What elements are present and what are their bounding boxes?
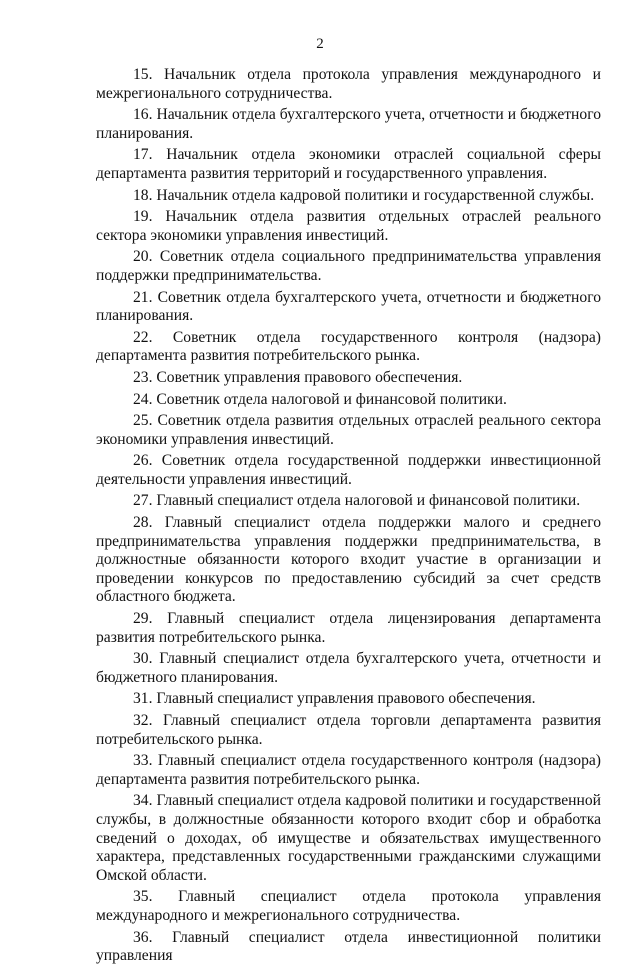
list-item: 29. Главный специалист отдела лицензирования департамента развития потребительского рынка.: [96, 610, 601, 646]
list-item: 26. Советник отдела государственной поддержки инвестиционной деятельности управления инвестиций.: [96, 452, 601, 488]
list-item: 23. Советник управления правового обеспечения.: [133, 368, 463, 386]
list-item: 32. Главный специалист отдела торговли департамента развития потребительского рынка.: [96, 712, 601, 748]
list-item: 31. Главный специалист управления правового обеспечения.: [133, 690, 536, 708]
list-item: 36. Главный специалист отдела инвестиционной политики управления: [96, 928, 601, 965]
list-item: 18. Начальник отдела кадровой политики и государственной службы.: [133, 186, 595, 204]
list-item: 25. Советник отдела развития отдельных отраслей реального сектора экономики управления инвестиций.: [96, 412, 601, 448]
list-item: 34. Главный специалист отдела кадровой политики и государственной службы, в должностные обязанности которого входит сбор и обработка сведений о доходах, об имуществе и обязательствах имущественного характера, представленных государственными гражданскими служащими Омской области.: [96, 792, 601, 884]
list-item: 27. Главный специалист отдела налоговой и финансовой политики.: [133, 492, 581, 510]
list-item: 20. Советник отдела социального предпринимательства управления поддержки предпринимательства.: [96, 248, 601, 284]
list-item: 28. Главный специалист отдела поддержки малого и среднего предпринимательства управления поддержки предпринимательства, в должностные обязанности которого входит участие в организации и проведении конкурсов по предоставлению субсидий за счет средств областного бюджета.: [96, 514, 601, 606]
list-item: 17. Начальник отдела экономики отраслей социальной сферы департамента развития территорий и государственного управления.: [96, 146, 601, 182]
list-item: 16. Начальник отдела бухгалтерского учета, отчетности и бюджетного планирования.: [96, 106, 601, 142]
list-item: 24. Советник отдела налоговой и финансовой политики.: [133, 390, 507, 408]
page-number: 2: [316, 36, 324, 52]
document-body: [96, 66, 601, 966]
list-item: 35. Главный специалист отдела протокола управления международного и межрегионального сотрудничества.: [96, 888, 601, 924]
list-item: 22. Советник отдела государственного контроля (надзора) департамента развития потребительского рынка.: [96, 328, 601, 365]
list-item: 19. Начальник отдела развития отдельных отраслей реального сектора экономики управления инвестиций.: [96, 208, 601, 244]
list-item: 33. Главный специалист отдела государственного контроля (надзора) департамента развития потребительского рынка.: [96, 752, 601, 788]
list-item: 15. Начальник отдела протокола управления международного и межрегионального сотрудничества.: [96, 66, 601, 102]
list-item: 21. Советник отдела бухгалтерского учета, отчетности и бюджетного планирования.: [96, 288, 601, 325]
list-item: 30. Главный специалист отдела бухгалтерского учета, отчетности и бюджетного планирования.: [96, 650, 601, 686]
